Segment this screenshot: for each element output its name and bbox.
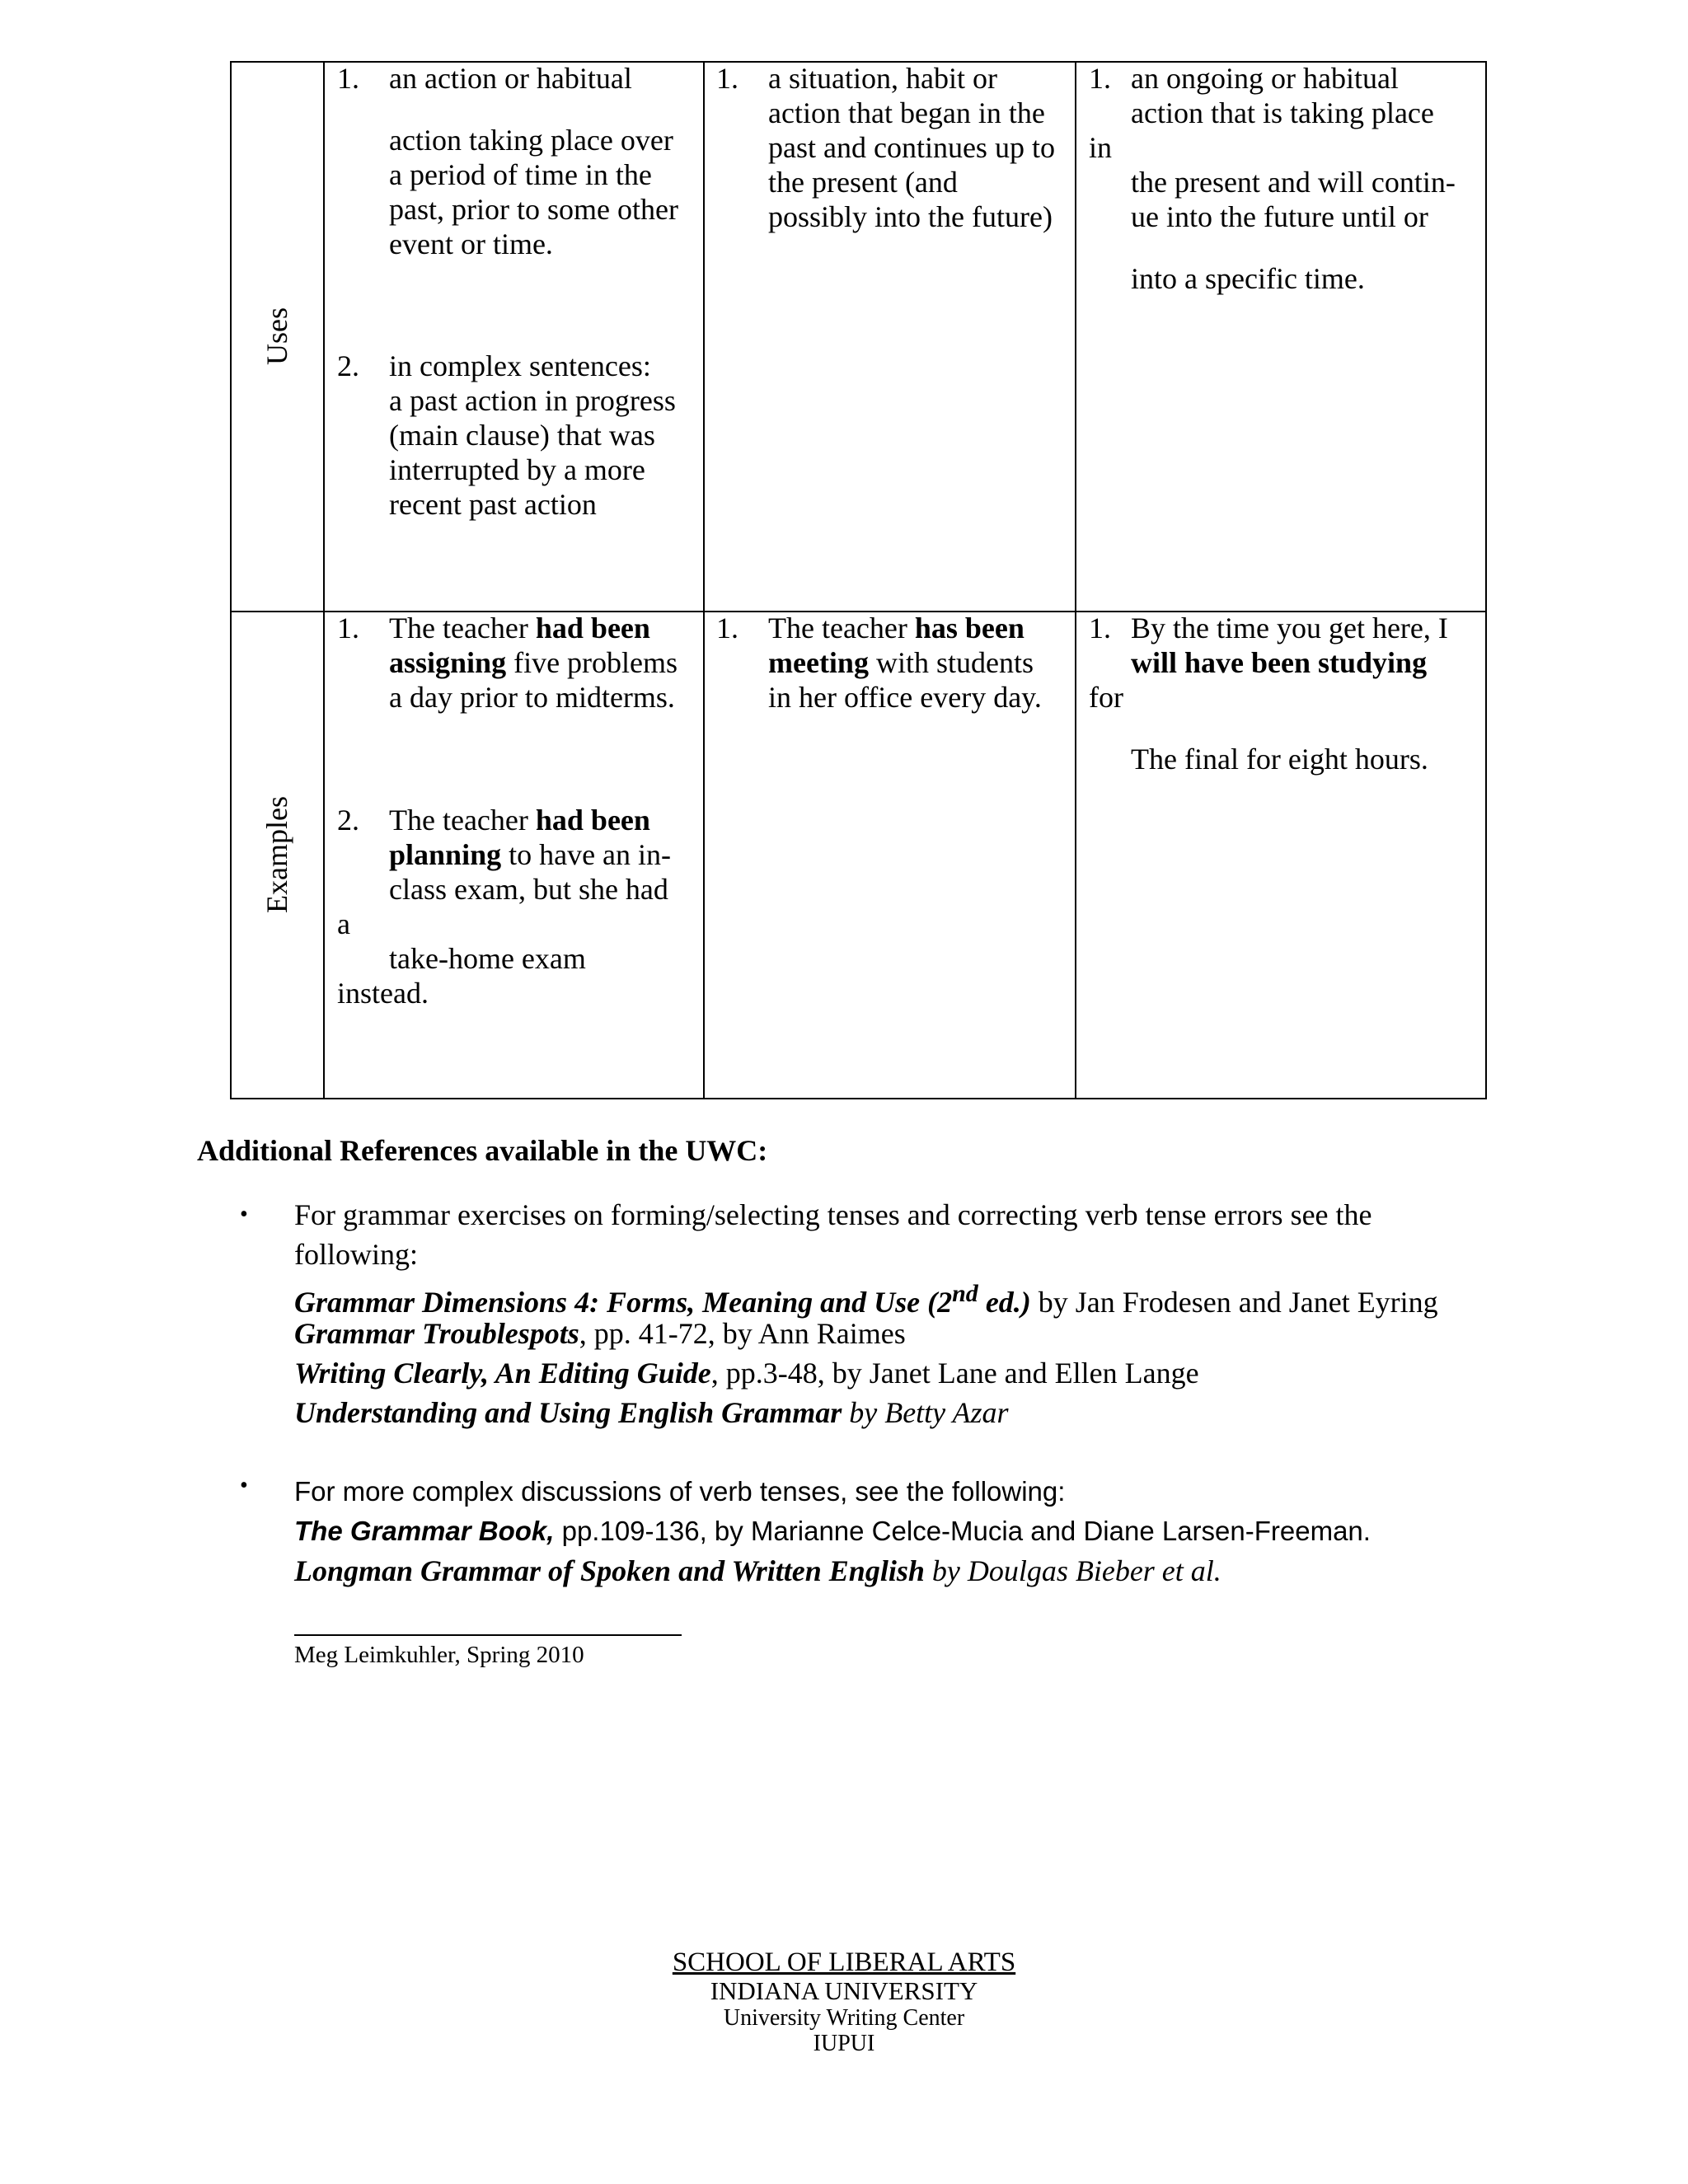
row-label-examples: Examples xyxy=(260,795,293,913)
table-border-right xyxy=(1485,61,1487,1099)
footer-school: SCHOOL OF LIBERAL ARTS xyxy=(672,1947,1016,1977)
table-border-bottom xyxy=(230,1098,1487,1099)
footer-center: University Writing Center xyxy=(723,2005,965,2031)
table-divider-col2 xyxy=(1075,61,1076,1099)
footer-campus: IUPUI xyxy=(813,2031,875,2056)
table-divider-col1 xyxy=(703,61,705,1099)
footer-university: INDIANA UNIVERSITY xyxy=(710,1976,978,2005)
row-label-uses: Uses xyxy=(260,307,293,365)
bullet-icon: • xyxy=(240,1473,248,1498)
verb-tense-table: Uses Examples 1. an action or habitual action taking place over a period of time in the past, prior to some other event or time. 2. in complex sentences: a past action in progress (main clause) that was interrupted by a more recent past action 1. a situation, habit or action that began in the past and continues up to the present (and possibly into the future) 1. an ongoing or habitual action that is taking place in the present and will contin- ue into the future until or into a specific time. 1. The teacher had been assigning five problems a day prior to midterms. 2. The teacher had been planning to have an in- class exam, but she had a take-home exam instead. 1. The teacher has been meeting with students in her office every day. 1. By the time you get here, I will have been studying for The final for eight hours. xyxy=(230,61,1487,1099)
footnote: Meg Leimkuhler, Spring 2010 xyxy=(294,1642,584,1668)
footnote-rule xyxy=(294,1634,682,1636)
references-list-1: For grammar exercises on forming/selecting tenses and correcting verb tense errors see the following: Grammar Dimensions 4: Forms, Meaning and Use (2nd ed.) by Jan Frodesen and Janet Eyring Grammar Troublespots, pp. 41-72, by Ann Raimes Writing Clearly, An Editing Guide, pp.3-48, by Janet Lane and Ellen Lange Understanding and Using English Grammar by Betty Azar xyxy=(294,1198,1438,1429)
page-footer xyxy=(0,1947,1688,2056)
references-list-2: For more complex discussions of verb tenses, see the following: The Grammar Book, pp.109-136, by Marianne Celce-Mucia and Diane Larsen-Freeman. Longman Grammar of Spoken and Written English by Doulgas Bieber et al. xyxy=(294,1476,1371,1587)
references-heading: Additional References available in the UWC: xyxy=(197,1134,768,1167)
table-divider-label xyxy=(323,61,325,1099)
bullet-icon: • xyxy=(240,1202,248,1227)
